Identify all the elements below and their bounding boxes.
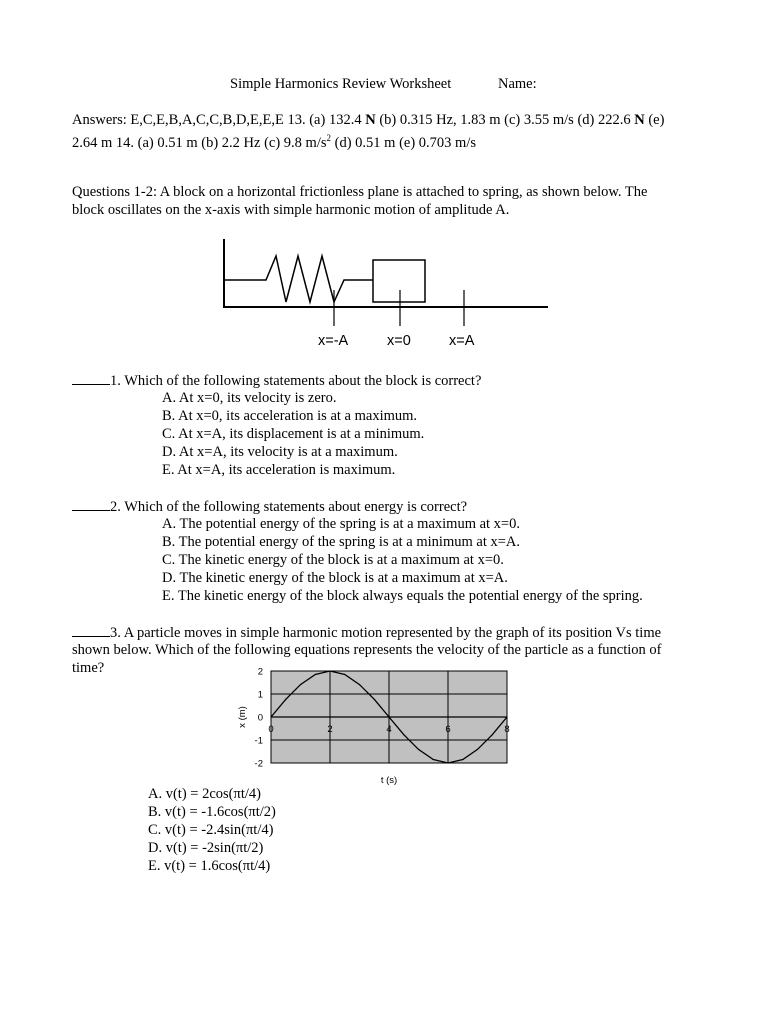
intro-line-2: block oscillates on the x-axis with simple harmonic motion of amplitude A. [72,202,510,218]
question-3-line-2: shown below. Which of the following equations represents the velocity of the particle as a function of [72,642,662,658]
q3-option-d: D. v(t) = -2sin(πt/2) [148,840,264,856]
question-2: 2. Which of the following statements about energy is correct? [72,498,467,516]
y-tick-label: -1 [254,735,263,747]
data-point [418,749,419,750]
data-point [388,716,389,717]
q1-option-a: A. At x=0, its velocity is zero. [162,390,337,406]
data-point [285,699,286,700]
x-tick-label: 2 [327,724,333,735]
data-point [329,670,330,671]
data-point [447,762,448,763]
q1-option-c: C. At x=A, its displacement is at a minimum. [162,426,425,442]
data-point [492,734,493,735]
label-x-neg-a: x=-A [318,333,349,349]
x-axis-label: t (s) [380,775,398,786]
y-tick-label: 2 [257,666,263,678]
label-x-pos-a: x=A [449,333,475,349]
q2-option-e: E. The kinetic energy of the block always equals the potential energy of the spring. [162,588,643,604]
worksheet-title: Simple Harmonics Review Worksheet [230,76,452,92]
x-tick-label: 6 [445,724,451,735]
label-x-zero: x=0 [387,333,411,349]
x-tick-label: 8 [504,724,510,735]
data-point [506,716,507,717]
data-point [433,759,434,760]
question-3-line-3: time? [72,660,105,676]
q1-option-d: D. At x=A, its velocity is at a maximum. [162,444,398,460]
q2-option-a: A. The potential energy of the spring is at a maximum at x=0. [162,516,520,532]
q1-option-b: B. At x=0, its acceleration is at a maximum. [162,408,418,424]
y-axis-label: x (m) [237,706,248,728]
y-tick-label: 1 [257,689,263,701]
data-point [374,699,375,700]
q3-option-b: B. v(t) = -1.6cos(πt/2) [148,804,276,820]
name-label: Name: [498,76,537,92]
question-1: 1. Which of the following statements about the block is correct? [72,372,481,390]
x-tick-label: 4 [386,724,392,735]
data-point [300,684,301,685]
q2-option-b: B. The potential energy of the spring is at a minimum at x=A. [162,534,520,550]
data-point [359,684,360,685]
data-point [270,716,271,717]
q3-option-a: A. v(t) = 2cos(πt/4) [148,786,261,802]
intro-line-1: Questions 1-2: A block on a horizontal frictionless plane is attached to spring, as shown below. The [72,184,648,200]
q3-option-c: C. v(t) = -2.4sin(πt/4) [148,822,274,838]
y-tick-label: 0 [257,712,263,724]
q2-option-d: D. The kinetic energy of the block is at a maximum at x=A. [162,570,508,586]
data-point [477,749,478,750]
data-point [403,734,404,735]
question-3: 3. A particle moves in simple harmonic motion represented by the graph of its position Vs time [72,624,661,642]
answers-line-2: 2.64 m 14. (a) 0.51 m (b) 2.2 Hz (c) 9.8 $m/s^2$ (d) 0.51 m (e) 0.703 m/s [72,133,476,151]
q3-option-e: E. v(t) = 1.6cos(πt/4) [148,858,271,874]
answers-line-1: Answers: E,C,E,B,A,C,C,B,D,E,E,E 13. (a) 132.4 N (b) 0.315 Hz, 1.83 m (c) 3.55 m/s (d) 222.6 N (e) [72,112,665,128]
y-tick-label: -2 [254,758,263,770]
data-point [315,674,316,675]
data-point [344,674,345,675]
q2-option-c: C. The kinetic energy of the block is at a maximum at x=0. [162,552,504,568]
data-point [462,759,463,760]
q1-option-e: E. At x=A, its acceleration is maximum. [162,462,396,478]
x-tick-label: 0 [268,724,274,735]
